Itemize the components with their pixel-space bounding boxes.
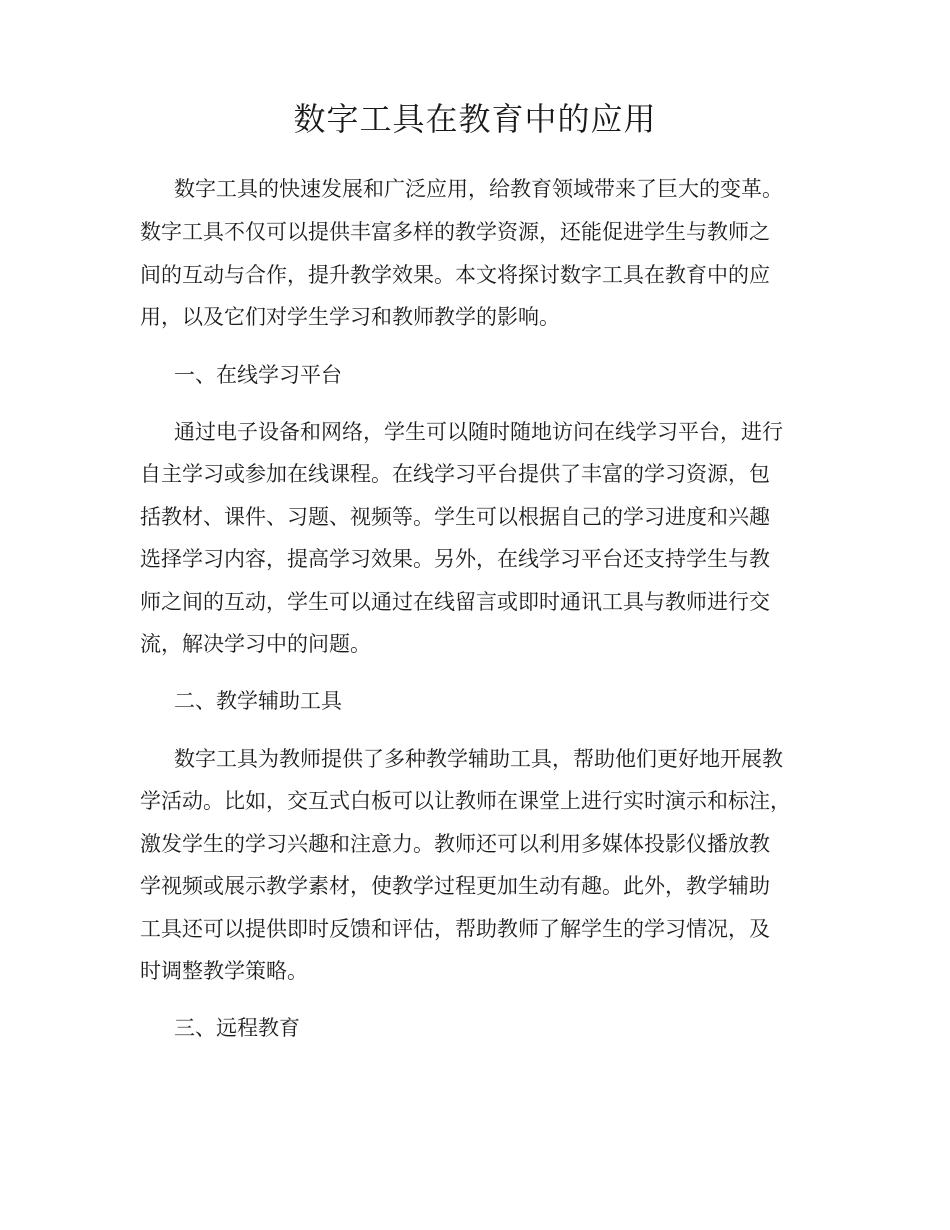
- paragraph-line: 间的互动与合作，提升教学效果。本文将探讨数字工具在教育中的应: [140, 263, 770, 287]
- section-heading: 一、在线学习平台: [174, 363, 342, 387]
- paragraph-line: 通过电子设备和网络，学生可以随时随地访问在线学习平台，进行: [174, 420, 783, 444]
- document-title: 数字工具在教育中的应用: [293, 100, 657, 138]
- paragraph-line: 用，以及它们对学生学习和教师教学的影响。: [140, 305, 560, 329]
- section-heading: 三、远程教育: [174, 1016, 300, 1040]
- section-heading: 二、教学辅助工具: [174, 689, 342, 713]
- paragraph-line: 选择学习内容，提高学习效果。另外，在线学习平台还支持学生与教: [140, 547, 770, 571]
- paragraph-line: 激发学生的学习兴趣和注意力。教师还可以利用多媒体投影仪播放教: [140, 832, 770, 856]
- paragraph-line: 括教材、课件、习题、视频等。学生可以根据自己的学习进度和兴趣: [140, 505, 770, 529]
- paragraph-line: 时调整教学策略。: [140, 959, 308, 983]
- paragraph-line: 流，解决学习中的问题。: [140, 632, 371, 656]
- paragraph-line: 数字工具的快速发展和广泛应用，给教育领域带来了巨大的变革。: [174, 177, 783, 201]
- paragraph-line: 数字工具不仅可以提供丰富多样的教学资源，还能促进学生与教师之: [140, 220, 770, 244]
- paragraph-line: 工具还可以提供即时反馈和评估，帮助教师了解学生的学习情况，及: [140, 917, 770, 941]
- paragraph-line: 学视频或展示教学素材，使教学过程更加生动有趣。此外，教学辅助: [140, 874, 770, 898]
- paragraph-line: 学活动。比如，交互式白板可以让教师在课堂上进行实时演示和标注，: [140, 789, 791, 813]
- paragraph-line: 自主学习或参加在线课程。在线学习平台提供了丰富的学习资源，包: [140, 462, 770, 486]
- paragraph-line: 数字工具为教师提供了多种教学辅助工具，帮助他们更好地开展教: [174, 747, 783, 771]
- paragraph-line: 师之间的互动，学生可以通过在线留言或即时通讯工具与教师进行交: [140, 590, 770, 614]
